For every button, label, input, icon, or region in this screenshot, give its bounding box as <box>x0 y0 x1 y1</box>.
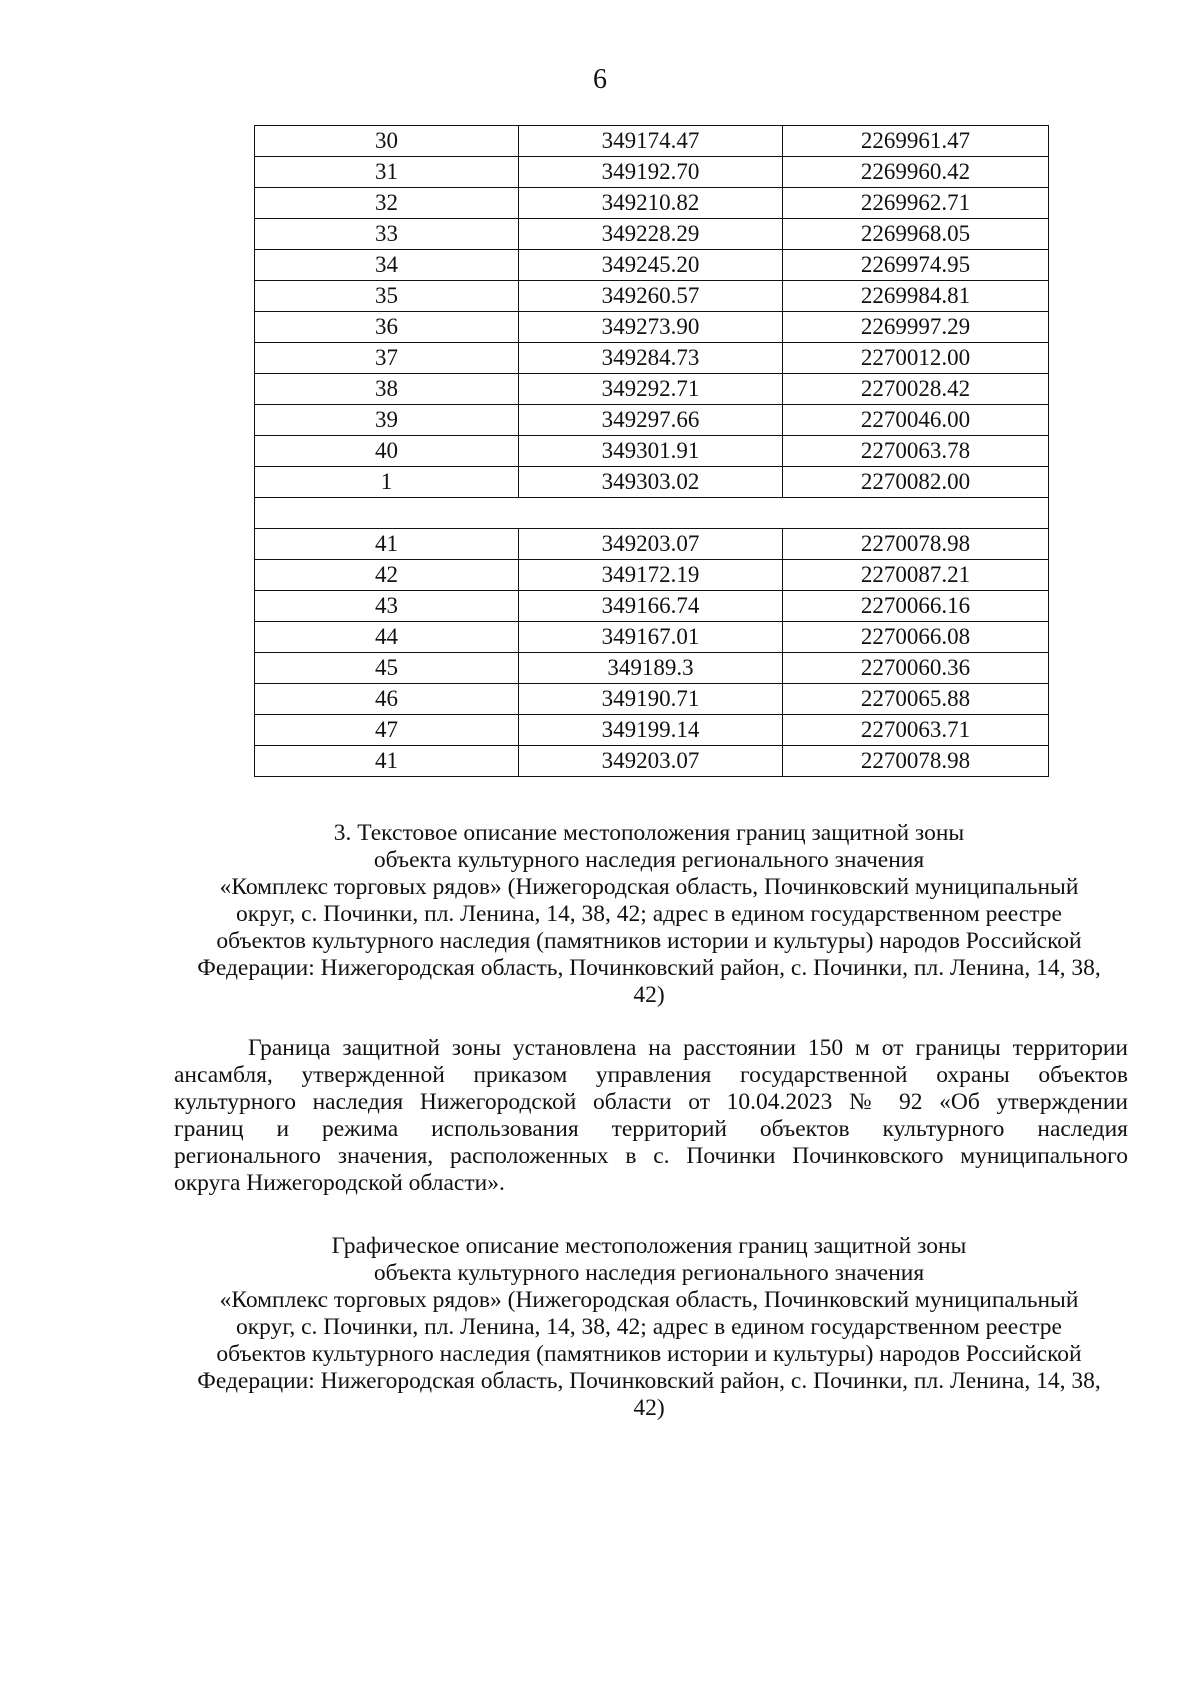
coordinates-table <box>254 125 1049 777</box>
point-number-cell: 36 <box>255 312 519 343</box>
text-line: 42) <box>633 982 665 1008</box>
point-number-cell: 40 <box>255 436 519 467</box>
y-coordinate-cell: 2269997.29 <box>783 312 1049 343</box>
y-coordinate-cell: 2269984.81 <box>783 281 1049 312</box>
point-number-cell: 37 <box>255 343 519 374</box>
x-coordinate-cell: 349301.91 <box>519 436 783 467</box>
table-row <box>255 653 1049 684</box>
y-coordinate-cell: 2270028.42 <box>783 374 1049 405</box>
x-coordinate-cell: 349297.66 <box>519 405 783 436</box>
text-line: «Комплекс торговых рядов» (Нижегородская область, Починковский муниципальный <box>219 874 1079 900</box>
table-row <box>255 126 1049 157</box>
table-row <box>255 188 1049 219</box>
y-coordinate-cell: 2270078.98 <box>783 746 1049 777</box>
point-number-cell: 41 <box>255 746 519 777</box>
page-number: 6 <box>593 64 607 95</box>
y-coordinate-cell: 2269968.05 <box>783 219 1049 250</box>
table-row <box>255 250 1049 281</box>
text-line: объекта культурного наследия регионального значения <box>373 1260 925 1286</box>
text-line: Граница защитной зоны установлена на расстоянии 150 м от границы территории <box>248 1035 1128 1061</box>
y-coordinate-cell: 2269960.42 <box>783 157 1049 188</box>
x-coordinate-cell: 349260.57 <box>519 281 783 312</box>
y-coordinate-cell: 2269974.95 <box>783 250 1049 281</box>
separator-cell <box>255 498 1049 529</box>
x-coordinate-cell: 349167.01 <box>519 622 783 653</box>
point-number-cell: 45 <box>255 653 519 684</box>
x-coordinate-cell: 349228.29 <box>519 219 783 250</box>
text-line: 42) <box>633 1395 665 1421</box>
y-coordinate-cell: 2270066.16 <box>783 591 1049 622</box>
text-line: округ, с. Починки, пл. Ленина, 14, 38, 42; адрес в едином государственном реестре <box>236 901 1062 927</box>
text-line: объекта культурного наследия регионального значения <box>373 847 925 873</box>
x-coordinate-cell: 349192.70 <box>519 157 783 188</box>
point-number-cell: 44 <box>255 622 519 653</box>
y-coordinate-cell: 2270082.00 <box>783 467 1049 498</box>
table-row <box>255 405 1049 436</box>
section-3-heading <box>174 820 1124 1009</box>
x-coordinate-cell: 349172.19 <box>519 560 783 591</box>
text-line: границ и режима использования территорий объектов культурного наследия <box>174 1116 1128 1142</box>
y-coordinate-cell: 2269962.71 <box>783 188 1049 219</box>
table-row <box>255 157 1049 188</box>
text-line: культурного наследия Нижегородской области от 10.04.2023 № 92 «Об утверждении <box>174 1089 1128 1115</box>
x-coordinate-cell: 349203.07 <box>519 746 783 777</box>
table-row <box>255 529 1049 560</box>
text-line: объектов культурного наследия (памятников истории и культуры) народов Российской <box>216 928 1082 954</box>
point-number-cell: 31 <box>255 157 519 188</box>
x-coordinate-cell: 349284.73 <box>519 343 783 374</box>
text-line: Федерации: Нижегородская область, Починковский район, с. Починки, пл. Ленина, 14, 38, <box>197 955 1101 981</box>
point-number-cell: 43 <box>255 591 519 622</box>
text-line: ансамбля, утвержденной приказом управления государственной охраны объектов <box>174 1062 1128 1088</box>
x-coordinate-cell: 349245.20 <box>519 250 783 281</box>
table-separator-row <box>255 498 1049 529</box>
text-line: «Комплекс торговых рядов» (Нижегородская область, Починковский муниципальный <box>219 1287 1079 1313</box>
y-coordinate-cell: 2270063.78 <box>783 436 1049 467</box>
y-coordinate-cell: 2269961.47 <box>783 126 1049 157</box>
point-number-cell: 33 <box>255 219 519 250</box>
text-line: Графическое описание местоположения границ защитной зоны <box>331 1233 967 1259</box>
text-line: Федерации: Нижегородская область, Починковский район, с. Починки, пл. Ленина, 14, 38, <box>197 1368 1101 1394</box>
table-row <box>255 312 1049 343</box>
x-coordinate-cell: 349189.3 <box>519 653 783 684</box>
text-line: округ, с. Починки, пл. Ленина, 14, 38, 42; адрес в едином государственном реестре <box>236 1314 1062 1340</box>
y-coordinate-cell: 2270046.00 <box>783 405 1049 436</box>
text-line: объектов культурного наследия (памятников истории и культуры) народов Российской <box>216 1341 1082 1367</box>
y-coordinate-cell: 2270063.71 <box>783 715 1049 746</box>
table-row <box>255 622 1049 653</box>
x-coordinate-cell: 349303.02 <box>519 467 783 498</box>
y-coordinate-cell: 2270078.98 <box>783 529 1049 560</box>
point-number-cell: 32 <box>255 188 519 219</box>
y-coordinate-cell: 2270060.36 <box>783 653 1049 684</box>
y-coordinate-cell: 2270012.00 <box>783 343 1049 374</box>
x-coordinate-cell: 349166.74 <box>519 591 783 622</box>
table-row <box>255 374 1049 405</box>
table-row <box>255 467 1049 498</box>
x-coordinate-cell: 349174.47 <box>519 126 783 157</box>
y-coordinate-cell: 2270087.21 <box>783 560 1049 591</box>
x-coordinate-cell: 349190.71 <box>519 684 783 715</box>
y-coordinate-cell: 2270065.88 <box>783 684 1049 715</box>
table-row <box>255 684 1049 715</box>
point-number-cell: 38 <box>255 374 519 405</box>
point-number-cell: 47 <box>255 715 519 746</box>
point-number-cell: 42 <box>255 560 519 591</box>
y-coordinate-cell: 2270066.08 <box>783 622 1049 653</box>
point-number-cell: 34 <box>255 250 519 281</box>
x-coordinate-cell: 349273.90 <box>519 312 783 343</box>
text-line: округа Нижегородской области». <box>174 1170 505 1196</box>
table-row <box>255 746 1049 777</box>
table-row <box>255 219 1049 250</box>
x-coordinate-cell: 349210.82 <box>519 188 783 219</box>
x-coordinate-cell: 349203.07 <box>519 529 783 560</box>
graphic-description-heading <box>174 1233 1124 1422</box>
table-row <box>255 343 1049 374</box>
point-number-cell: 46 <box>255 684 519 715</box>
point-number-cell: 39 <box>255 405 519 436</box>
text-line: регионального значения, расположенных в с. Починки Починковского муниципального <box>174 1143 1128 1169</box>
point-number-cell: 1 <box>255 467 519 498</box>
point-number-cell: 41 <box>255 529 519 560</box>
table-row <box>255 591 1049 622</box>
table-row <box>255 560 1049 591</box>
table-row <box>255 715 1049 746</box>
point-number-cell: 35 <box>255 281 519 312</box>
boundary-paragraph <box>174 1035 1128 1197</box>
x-coordinate-cell: 349292.71 <box>519 374 783 405</box>
text-line: 3. Текстовое описание местоположения границ защитной зоны <box>333 820 965 846</box>
point-number-cell: 30 <box>255 126 519 157</box>
x-coordinate-cell: 349199.14 <box>519 715 783 746</box>
table-row <box>255 436 1049 467</box>
table-row <box>255 281 1049 312</box>
